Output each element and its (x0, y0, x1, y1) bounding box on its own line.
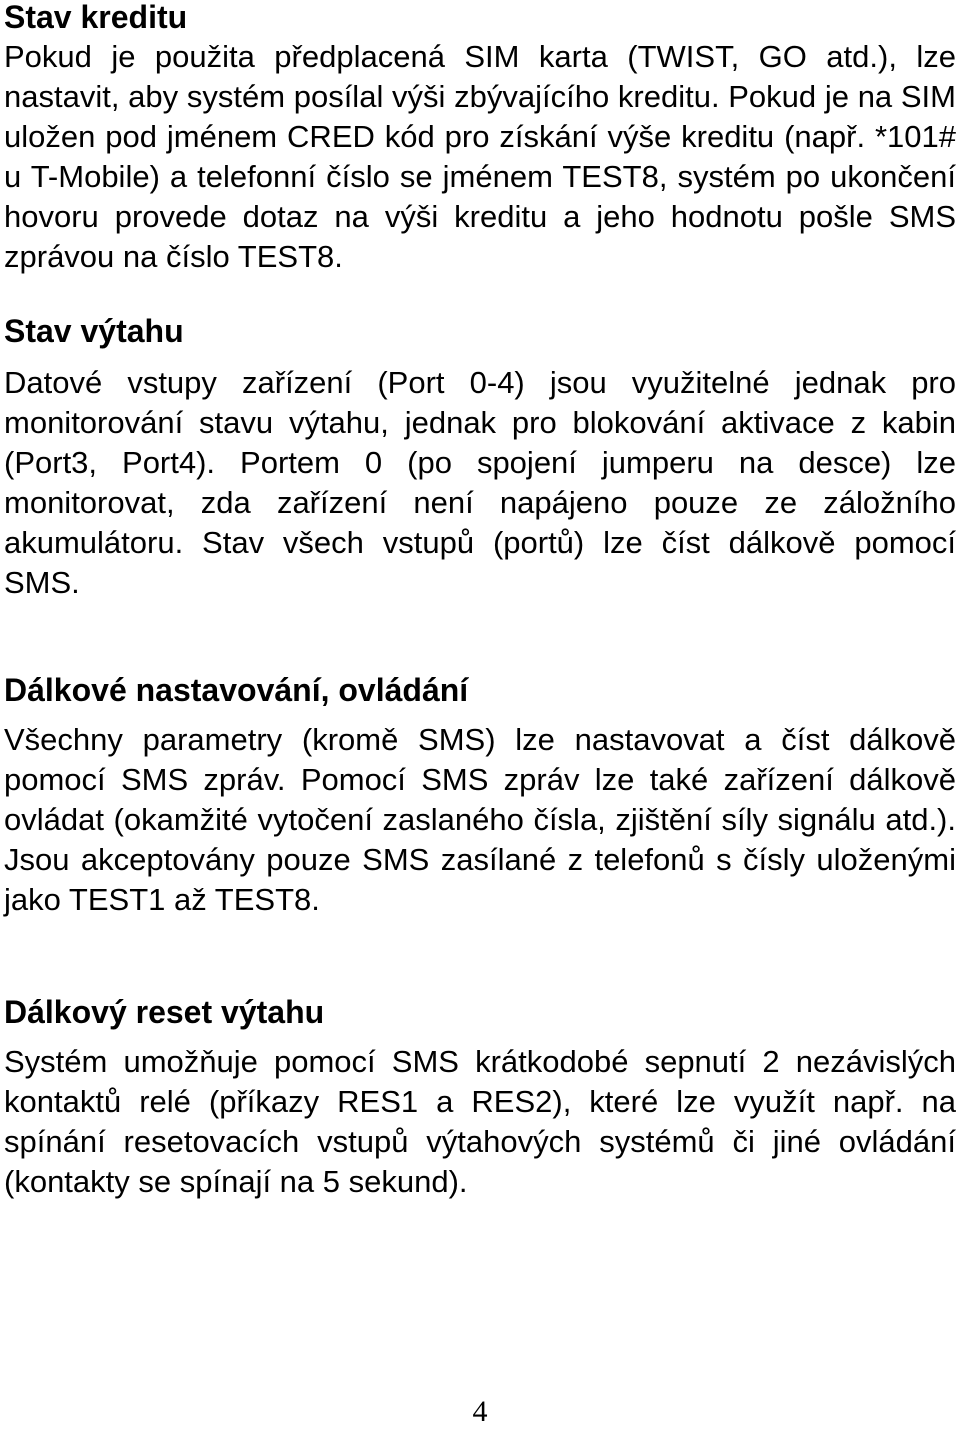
section-heading: Dálkový reset výtahu (4, 994, 325, 1030)
section-heading: Stav výtahu (4, 313, 184, 349)
section-stav-vytahu (4, 311, 956, 603)
section-paragraph: Systém umožňuje pomocí SMS krátkodobé sepnutí 2 nezávislých kontaktů relé (příkazy RES1 a RES2), které lze využít např. na spínání resetovacích vstupů výtahových systémů či jiné ovládání (kontakty se spínají na 5 sekund). (4, 1044, 956, 1199)
section-heading: Dálkové nastavování, ovládání (4, 672, 469, 708)
section-dalkovy-reset (4, 992, 956, 1202)
section-paragraph: Pokud je použita předplacená SIM karta (TWIST, GO atd.), lze nastavit, aby systém posílal výši zbývajícího kreditu. Pokud je na SIM uložen pod jménem CRED kód pro získání výše kreditu (např. *101# u T-Mobile) a telefonní číslo se jménem TEST8, systém po ukončení hovoru provede dotaz na výši kreditu a jeho hodnotu pošle SMS zprávou na číslo TEST8. (4, 39, 956, 274)
section-stav-kreditu (4, 0, 956, 277)
section-paragraph: Datové vstupy zařízení (Port 0-4) jsou využitelné jednak pro monitorování stavu výtahu, jednak pro blokování aktivace z kabin (Port3, Port4). Portem 0 (po spojení jumperu na desce) lze monitorovat, zda zařízení není napájeno pouze ze záložního akumulátoru. Stav všech vstupů (portů) lze číst dálkově pomocí SMS. (4, 365, 956, 600)
page-number: 4 (472, 1395, 488, 1428)
section-heading: Stav kreditu (4, 0, 188, 35)
section-paragraph: Všechny parametry (kromě SMS) lze nastavovat a číst dálkově pomocí SMS zpráv. Pomocí SMS zpráv lze také zařízení dálkově ovládat (okamžité vytočení zaslaného čísla, zjištění síly signálu atd.). Jsou akceptovány pouze SMS zasílané z telefonů s čísly uloženými jako TEST1 až TEST8. (4, 722, 956, 917)
section-dalkove-nastavovani (4, 670, 956, 920)
